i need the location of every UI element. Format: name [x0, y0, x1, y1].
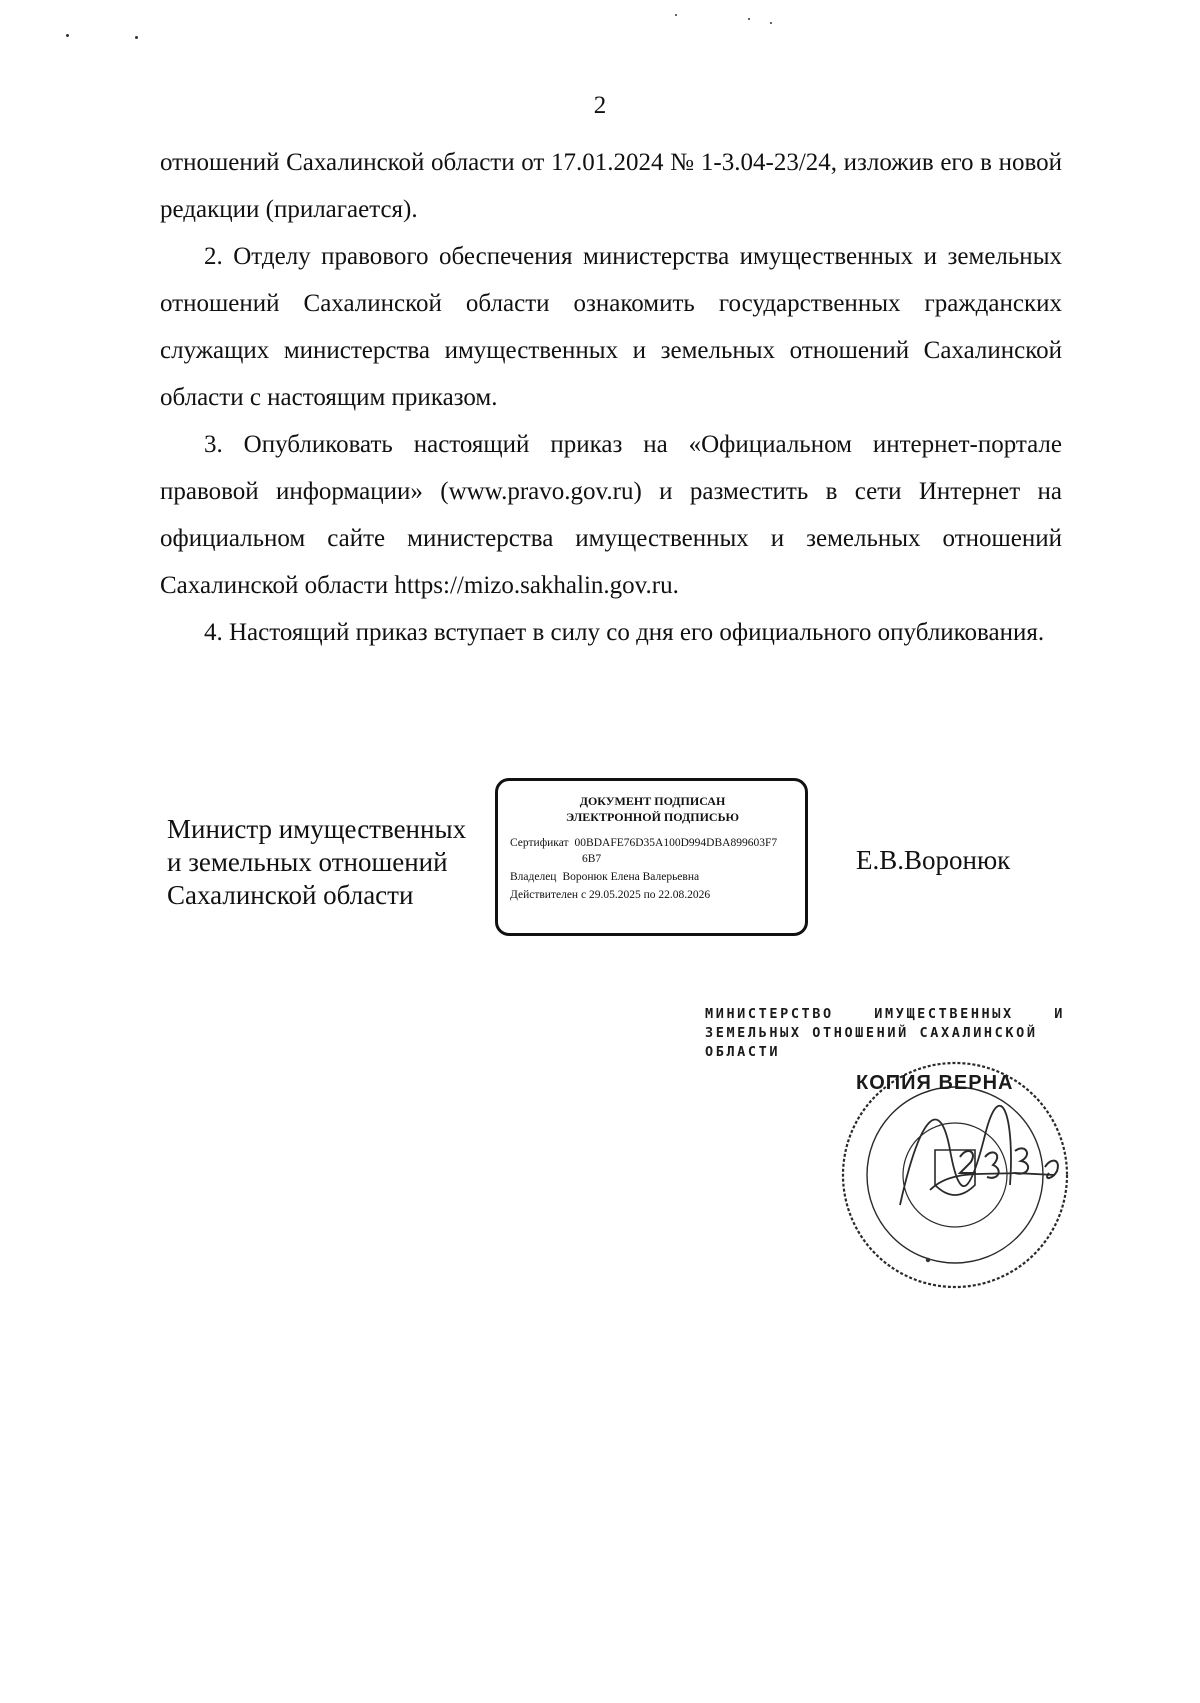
copy-stamp-line: ЗЕМЕЛЬНЫХ ОТНОШЕНИЙ САХАЛИНСКОЙ — [705, 1025, 1038, 1041]
esign-title — [510, 793, 795, 825]
copy-stamp-word: ИМУЩЕСТВЕННЫХ — [874, 1006, 1014, 1022]
esign-owner-label: Владелец — [510, 871, 557, 883]
copy-stamp-word: МИНИСТЕРСТВО — [705, 1006, 834, 1022]
signer-position-line: Министр имущественных — [167, 814, 467, 844]
paragraph-continuation: отношений Сахалинской области от 17.01.2024 № 1-3.04-23/24, изложив его в новой редакции (прилагается). — [160, 149, 1062, 223]
esign-certificate-value: 00BDAFE76D35A100D994DBA899603F7 — [574, 837, 778, 849]
scan-speck — [675, 14, 677, 16]
scan-speck — [66, 34, 69, 37]
esign-owner — [510, 869, 795, 885]
esign-title-line: ДОКУМЕНТ ПОДПИСАН — [579, 794, 726, 808]
copy-stamp-text — [705, 1005, 1065, 1062]
scan-speck — [135, 36, 138, 39]
paragraph-item-4: 4. Настоящий приказ вступает в силу со дня его официального опубликования. — [204, 619, 1045, 646]
seal-star-icon — [926, 1258, 930, 1262]
document-body — [160, 139, 1062, 656]
copy-certified-label: КОПИЯ ВЕРНА — [856, 1072, 1014, 1094]
esign-owner-value: Воронюк Елена Валерьевна — [562, 871, 700, 883]
paragraph-item-3: 3. Опубликовать настоящий приказ на «Официальном интернет-портале правовой информации» (www.pravo.gov.ru) и разместить в сети Интернет на официальном сайте министерства имущественных и земельных отношений Сахалинской области https://mizo.sakhalin.gov.ru. — [160, 431, 1062, 599]
copy-stamp-line — [705, 1005, 1065, 1024]
esign-title-line: ЭЛЕКТРОННОЙ ПОДПИСЬЮ — [565, 810, 740, 824]
scan-speck — [770, 22, 772, 24]
copy-stamp-line: ОБЛАСТИ — [705, 1044, 781, 1060]
electronic-signature-box — [495, 778, 808, 936]
signer-position-line: Сахалинской области — [167, 880, 414, 910]
page-number: 2 — [593, 92, 607, 119]
signer-position-line: и земельных отношений — [167, 847, 448, 877]
signature-scribble-icon — [900, 1106, 1055, 1205]
esign-validity: Действителен с 29.05.2025 по 22.08.2026 — [510, 889, 711, 901]
esign-certificate-value-continued: 6B7 — [582, 853, 602, 865]
scan-speck — [748, 18, 750, 20]
copy-stamp-word: И — [1054, 1006, 1065, 1022]
esign-certificate-label: Сертификат — [510, 837, 569, 849]
paragraph-item-2: 2. Отделу правового обеспечения министерства имущественных и земельных отношений Сахалинской области ознакомить государственных гражданских служащих министерства имущественных и земельных отношений Сахалинской области с настоящим приказом. — [160, 243, 1062, 411]
signer-position — [167, 813, 466, 912]
esign-certificate — [510, 835, 795, 867]
signer-name: Е.В.Воронюк — [856, 845, 1011, 875]
